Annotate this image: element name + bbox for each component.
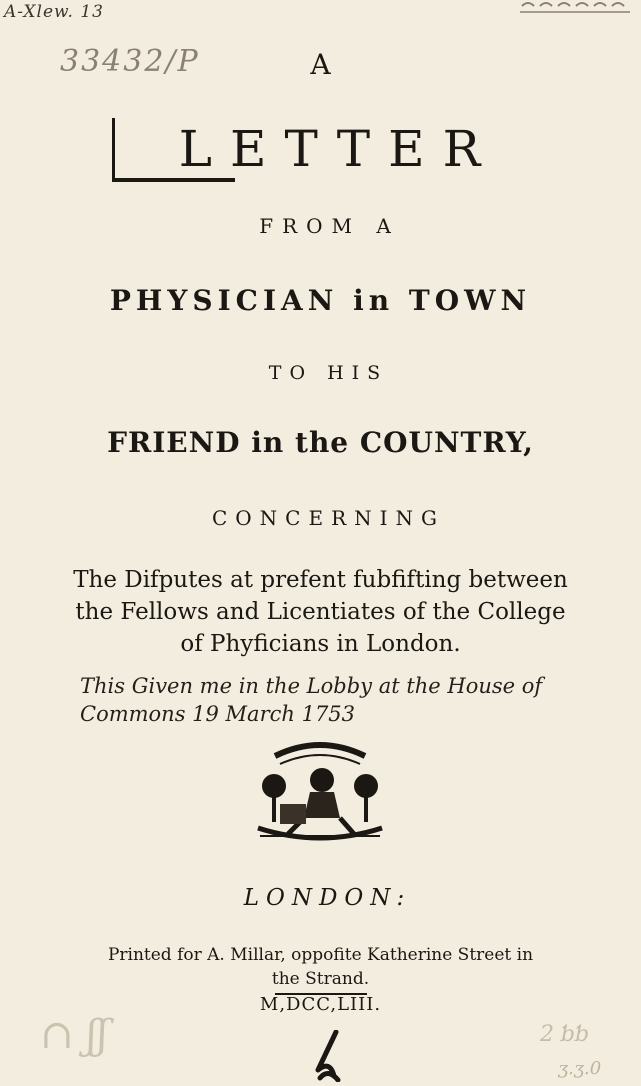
imprint-printer <box>0 943 641 991</box>
subtitle-line: of Phyficians in London. <box>180 631 461 657</box>
title-to-his: TO HIS <box>268 362 389 384</box>
title-concerning: CONCERNING <box>211 506 446 530</box>
subtitle-line: the Fellows and Licentiates of the College <box>75 599 566 625</box>
title-physician: PHYSICIAN in TOWN <box>109 284 532 317</box>
imprint-line: Printed for A. Millar, oppofite Katherine Street in <box>107 945 534 965</box>
handwritten-inscription <box>80 672 580 728</box>
imprint-place: LONDON: <box>243 885 412 911</box>
handwritten-faded-number: 2 ƅƅ <box>540 1022 590 1047</box>
title-article: A <box>310 48 331 81</box>
subtitle-paragraph <box>0 564 641 660</box>
printers-ornament-woodcut <box>250 738 390 843</box>
signature-mark <box>310 1030 344 1082</box>
handwritten-faded-number: ʒ.ʒ.0 <box>558 1058 602 1079</box>
handwritten-faded-note: ∩ ʃʃ <box>40 1012 108 1058</box>
stamp-mark <box>520 0 630 14</box>
inscription-line: This Given me in the Lobby at the House of <box>80 674 543 698</box>
handwritten-catalog-note: A-Xlew. 13 <box>4 2 104 22</box>
inscription-line: Commons 19 March 1753 <box>80 702 356 726</box>
title-letter: LETTER <box>178 120 499 178</box>
imprint-date: M,DCC,LIII. <box>259 994 382 1015</box>
title-friend: FRIEND in the COUNTRY, <box>107 426 534 459</box>
imprint-line: the Strand. <box>271 969 370 989</box>
handwritten-shelfmark: 33432/P <box>60 44 200 79</box>
title-from: FROM A <box>259 214 400 238</box>
subtitle-line: The Difputes at prefent fubfifting between <box>73 567 568 593</box>
